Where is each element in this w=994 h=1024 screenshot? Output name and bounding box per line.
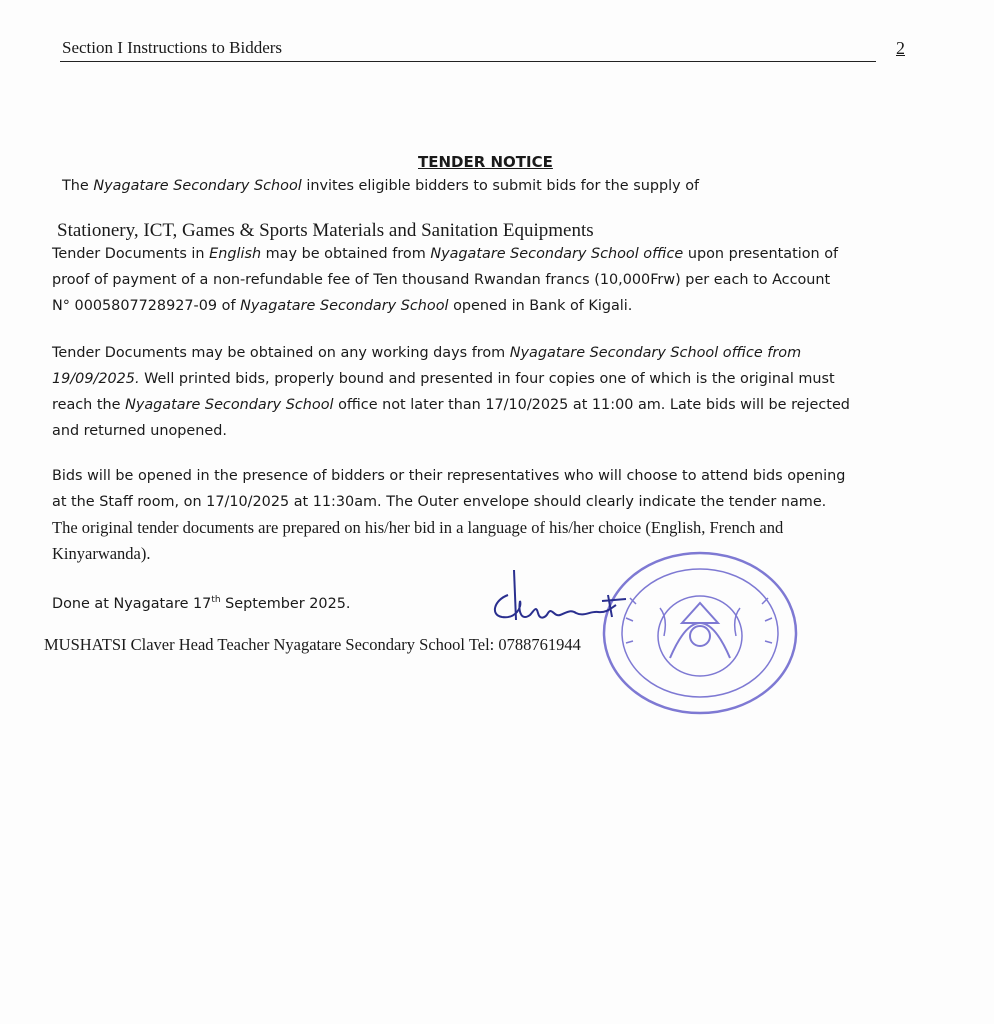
header-rule xyxy=(60,61,876,62)
notice-intro: The Nyagatare Secondary School invites eligible bidders to submit bids for the supply of xyxy=(62,178,700,194)
page-number: 2 xyxy=(896,38,905,58)
signatory-line: MUSHATSI Claver Head Teacher Nyagatare Secondary School Tel: 0788761944 xyxy=(44,635,581,654)
signature-icon xyxy=(486,565,666,645)
paragraph-documents: Tender Documents in English may be obtained from Nyagatare Secondary School office upon presentation of proof of payment of a non-refundable fee of Ten thousand Rwandan francs (10,000Frw) per each to Account N° 0005807728927-09 of Nyagatare Secondary School opened in Bank of Kigali. xyxy=(52,246,839,314)
notice-title: TENDER NOTICE xyxy=(418,153,553,171)
tender-items: Stationery, ICT, Games & Sports Materials and Sanitation Equipments xyxy=(57,220,594,241)
section-header: Section I Instructions to Bidders xyxy=(62,38,283,57)
paragraph-submission: Tender Documents may be obtained on any working days from Nyagatare Secondary School office from 19/09/2025. Well printed bids, properly bound and presented in four copies one of which is the original must reach the Nyagatare Secondary School office not later than 17/10/2025 at 11:00 am. Late bids will be rejected and returned unopened. xyxy=(52,345,850,439)
date-line: Done at Nyagatare 17th September 2025. xyxy=(52,595,351,612)
paragraph-opening: Bids will be opened in the presence of bidders or their representatives who will choose to attend bids opening at the Staff room, on 17/10/2025 at 11:30am. The Outer envelope should clearly indicate the tender name. The original tender documents are prepared on his/her bid in a language of his/her choice (English, French and Kinyarwanda). xyxy=(52,468,846,563)
